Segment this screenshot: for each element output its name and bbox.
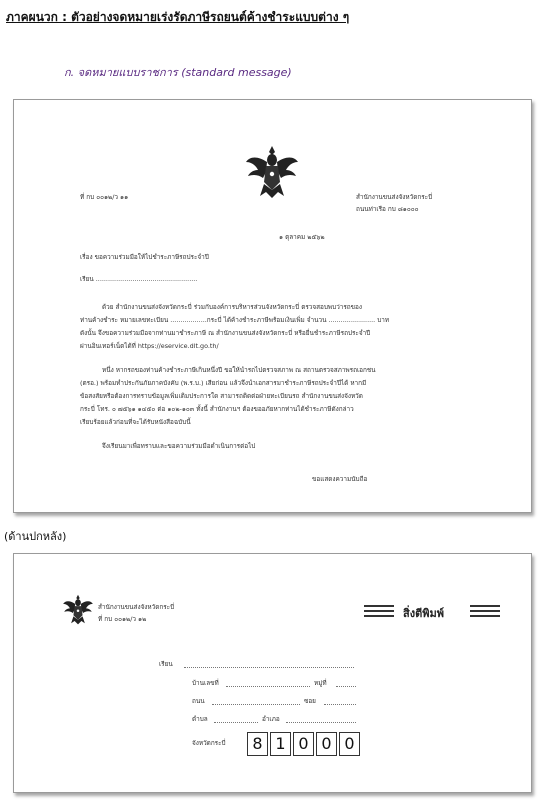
envelope-back bbox=[13, 553, 532, 793]
letter-date: ๑ ตุลาคม ๒๕๖๒ bbox=[279, 233, 325, 241]
body-line: ด้วย สำนักงานขนส่งจังหวัดกระบี่ ร่วมกับองค์การบริหารส่วนจังหวัดกระบี่ ตรวจสอบพบว่ารถของ bbox=[102, 303, 363, 311]
office-address: ถนนท่าเรือ กบ ๘๑๐๐๐ bbox=[356, 205, 419, 213]
printed-matter-rule bbox=[364, 605, 394, 607]
body-line: ดังนั้น จึงขอความร่วมมือจากท่านมาชำระภาษี ณ สำนักงานขนส่งจังหวัดกระบี่ หรือยื่นชำระภาษีรถประจำปี bbox=[80, 329, 371, 337]
soi-label: ซอย bbox=[304, 697, 316, 705]
address-line bbox=[324, 704, 356, 705]
postcode-digit: 8 bbox=[247, 732, 268, 756]
body-line: หนึ่ง หากรถของท่านค้างชำระภาษีเกินหนึ่งปี ขอให้นำรถไปตรวจสภาพ ณ สถานตรวจสภาพรถเอกชน bbox=[102, 366, 376, 374]
postcode-digit: 0 bbox=[339, 732, 360, 756]
address-line bbox=[214, 722, 258, 723]
address-line bbox=[184, 667, 354, 668]
letter-closing: จึงเรียนมาเพื่อทราบและขอความร่วมมือดำเนินการต่อไป bbox=[102, 442, 256, 450]
sender-office: สำนักงานขนส่งจังหวัดกระบี่ bbox=[98, 603, 175, 611]
printed-matter-rule bbox=[470, 605, 500, 607]
sender-reference: ที่ กบ ๐๐๑๒/ว ๑๒ bbox=[98, 615, 147, 623]
garuda-emblem-icon bbox=[244, 142, 300, 200]
letter-signoff: ขอแสดงความนับถือ bbox=[312, 475, 368, 483]
official-letter bbox=[13, 99, 532, 513]
body-line: เรียบร้อยแล้วก่อนที่จะได้รับหนังสือฉบับนี้ bbox=[80, 418, 191, 426]
body-line: ผ่านอินเทอร์เน็ตได้ที่ https://eservice.dlt.go.th/ bbox=[80, 342, 219, 350]
printed-matter-label: สิ่งตีพิมพ์ bbox=[403, 607, 444, 620]
road-label: ถนน bbox=[192, 697, 205, 705]
body-line: ข้อสงสัยหรือต้องการทราบข้อมูลเพิ่มเติมประการใด สามารถติดต่อฝ่ายทะเบียนรถ สำนักงานขนส่งจังหวัด bbox=[80, 392, 363, 400]
postcode-digit: 0 bbox=[316, 732, 337, 756]
printed-matter-rule bbox=[364, 610, 394, 612]
letter-recipient: เรียน .................................................. bbox=[80, 275, 198, 283]
amphoe-label: อำเภอ bbox=[262, 715, 280, 723]
section-subheading: ก. จดหมายแบบราชการ (standard message) bbox=[64, 66, 292, 79]
printed-matter-rule bbox=[470, 615, 500, 617]
printed-matter-rule bbox=[364, 615, 394, 617]
postcode-digit: 0 bbox=[293, 732, 314, 756]
body-line: (ตรอ.) พร้อมทำประกันภัยภาคบังคับ (พ.ร.บ.) เสียก่อน แล้วจึงนำเอกสารมาชำระภาษีรถประจำปีได้ หากมี bbox=[80, 379, 367, 387]
address-line bbox=[286, 722, 356, 723]
province-label: จังหวัดกระบี่ bbox=[192, 739, 226, 747]
address-line bbox=[212, 704, 300, 705]
appendix-heading: ภาคผนวก : ตัวอย่างจดหมายเร่งรัดภาษีรถยนต์ค้างชำระแบบต่าง ๆ bbox=[6, 10, 350, 24]
tambon-label: ตำบล bbox=[192, 715, 208, 723]
garuda-emblem-icon bbox=[62, 592, 94, 626]
body-line: ท่านค้างชำระ หมายเลขทะเบียน ..................กระบี่ ได้ค้างชำระภาษีพร้อมเงินเพิ่ม จำนวน ....................... บาท bbox=[80, 316, 390, 324]
postcode-digit: 1 bbox=[270, 732, 291, 756]
letter-reference-number: ที่ กบ ๐๐๑๒/ว ๑๑ bbox=[80, 193, 129, 201]
body-line: กระบี่ โทร. ๐ ๗๕๖๑ ๑๔๕๐ ต่อ ๑๐๒-๑๐๓ ทั้งนี้ สำนักงานฯ ต้องขออภัยหากท่านได้ชำระภาษีดังกล่าว bbox=[80, 405, 354, 413]
address-line bbox=[336, 686, 356, 687]
back-cover-label: (ด้านปกหลัง) bbox=[4, 530, 67, 543]
address-line bbox=[226, 686, 310, 687]
letter-subject: เรื่อง ขอความร่วมมือให้ไปชำระภาษีรถประจำปี bbox=[80, 253, 209, 261]
office-name: สำนักงานขนส่งจังหวัดกระบี่ bbox=[356, 193, 433, 201]
address-to-label: เรียน bbox=[159, 660, 173, 668]
moo-label: หมู่ที่ bbox=[314, 679, 327, 687]
printed-matter-rule bbox=[470, 610, 500, 612]
house-number-label: บ้านเลขที่ bbox=[192, 679, 219, 687]
